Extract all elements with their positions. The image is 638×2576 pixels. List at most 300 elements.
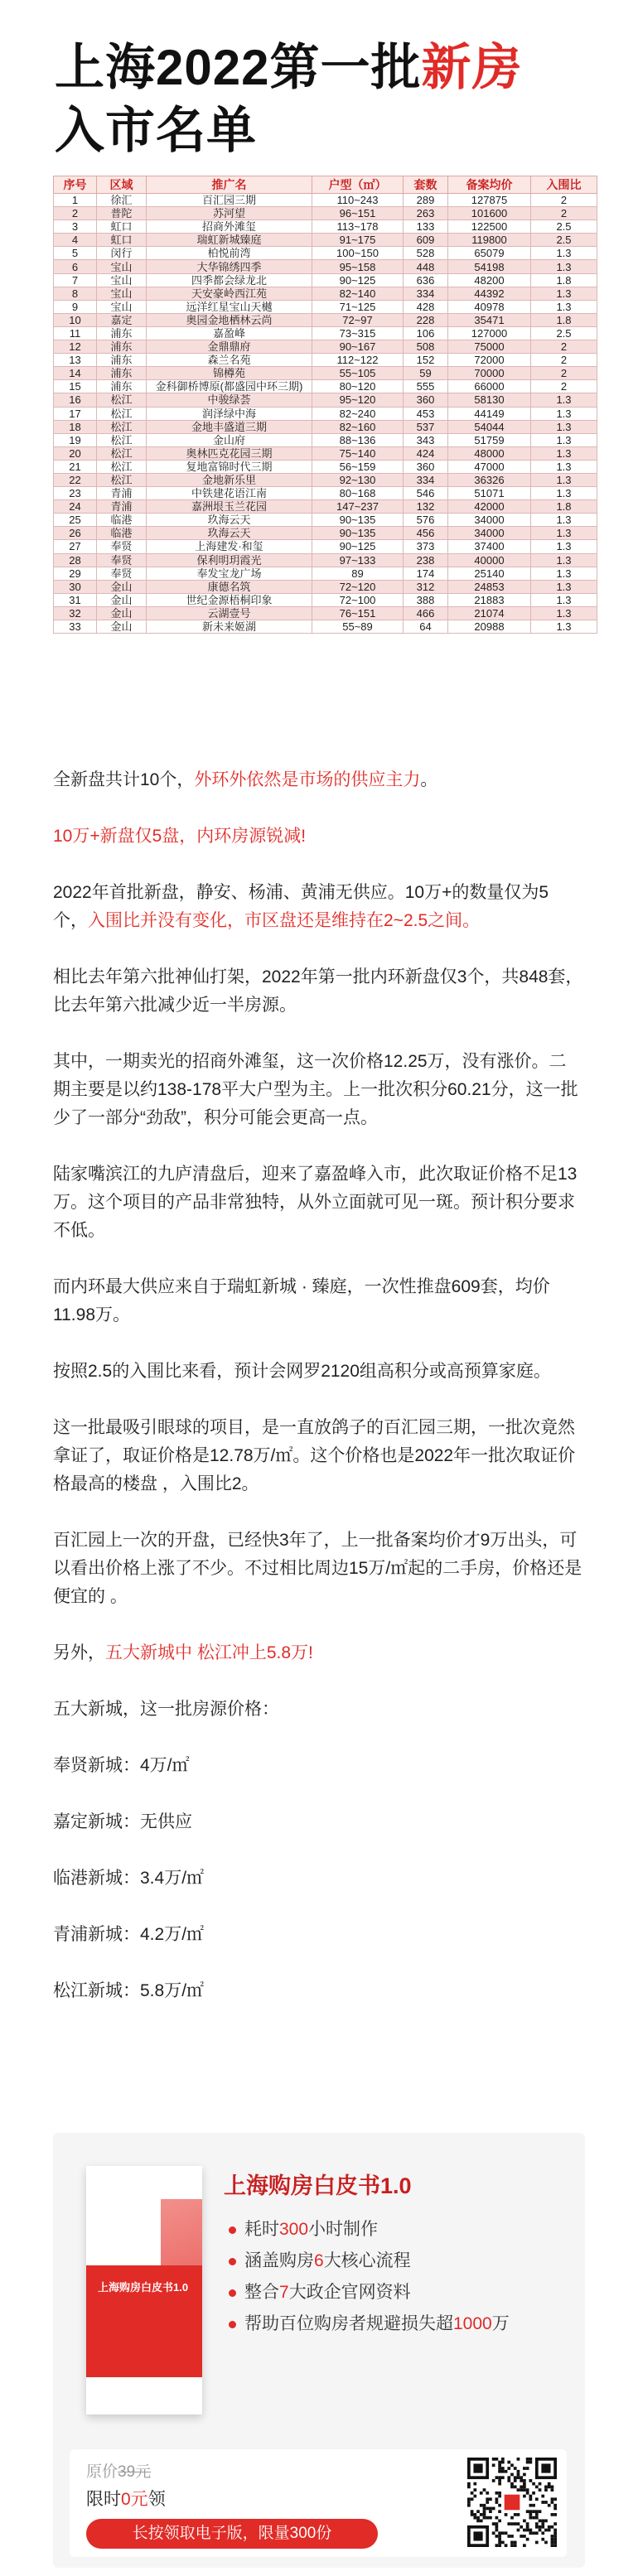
table-cell: 1 xyxy=(54,194,97,207)
table-cell: 森兰名苑 xyxy=(147,354,312,367)
table-cell: 金山 xyxy=(97,606,147,620)
table-cell: 388 xyxy=(404,593,448,606)
paragraph: 按照2.5的入围比来看，预计会网罗2120组高积分或高预算家庭。 xyxy=(53,1362,551,1381)
table-cell: 24853 xyxy=(448,580,531,593)
table-cell: 42000 xyxy=(448,500,531,514)
table-cell: 90~125 xyxy=(312,273,404,287)
table-cell: 1.3 xyxy=(531,260,597,273)
table-cell: 34000 xyxy=(448,527,531,540)
paragraph-highlight: 10万+新盘仅5盘，内环房源锐减! xyxy=(53,827,307,846)
feature-number: 6 xyxy=(314,2251,324,2270)
table-cell: 2 xyxy=(531,367,597,380)
coupon-panel xyxy=(70,2449,567,2557)
table-cell: 238 xyxy=(404,553,448,567)
table-cell: 27 xyxy=(54,540,97,553)
paragraph: 陆家嘴滨江的九庐清盘后，迎来了嘉盈峰入市，此次取证价格不足13万。这个项目的产品非常独特，从外立面就可见一斑。预计积分要求不低。 xyxy=(53,1165,578,1240)
table-cell: 25140 xyxy=(448,567,531,580)
table-cell: 1.3 xyxy=(531,420,597,433)
table-cell: 金山 xyxy=(97,580,147,593)
table-cell: 10 xyxy=(54,313,97,326)
table-cell: 云湖壹号 xyxy=(147,606,312,620)
table-cell: 玖海云天 xyxy=(147,514,312,527)
feature-item xyxy=(229,2308,510,2340)
table-cell: 1.3 xyxy=(531,287,597,300)
table-cell: 48200 xyxy=(448,273,531,287)
table-cell: 44149 xyxy=(448,407,531,420)
table-row xyxy=(54,460,597,473)
table-cell: 92~130 xyxy=(312,473,404,486)
table-cell: 76~151 xyxy=(312,606,404,620)
table-cell: 82~240 xyxy=(312,407,404,420)
table-cell: 瑞虹新城臻庭 xyxy=(147,234,312,247)
table-cell: 71~125 xyxy=(312,300,404,313)
table-cell: 临港 xyxy=(97,527,147,540)
table-cell: 天安豪岭西江苑 xyxy=(147,287,312,300)
table-row xyxy=(54,606,597,620)
table-cell: 334 xyxy=(404,473,448,486)
table-cell: 122500 xyxy=(448,220,531,234)
feature-item xyxy=(229,2214,510,2246)
table-cell: 15 xyxy=(54,380,97,393)
table-cell: 127875 xyxy=(448,194,531,207)
table-row xyxy=(54,593,597,606)
table-cell: 1.3 xyxy=(531,553,597,567)
table-cell: 508 xyxy=(404,340,448,354)
table-cell: 448 xyxy=(404,260,448,273)
table-cell: 636 xyxy=(404,273,448,287)
table-row xyxy=(54,313,597,326)
title-line-1 xyxy=(55,36,522,99)
table-cell: 82~160 xyxy=(312,420,404,433)
table-cell: 金地丰盛道三期 xyxy=(147,420,312,433)
table-cell: 466 xyxy=(404,606,448,620)
table-cell: 20988 xyxy=(448,620,531,634)
table-cell: 松江 xyxy=(97,393,147,407)
new-town-price: 松江新城：5.8万/㎡ xyxy=(53,1981,205,2000)
table-cell: 528 xyxy=(404,247,448,260)
table-cell: 金鼎鼎府 xyxy=(147,340,312,354)
table-cell: 100~150 xyxy=(312,247,404,260)
column-header: 推广名 xyxy=(147,176,312,194)
table-cell: 奥林匹克花园三期 xyxy=(147,446,312,460)
table-row xyxy=(54,247,597,260)
table-cell: 174 xyxy=(404,567,448,580)
feature-text: 万 xyxy=(491,2314,510,2333)
table-cell: 54044 xyxy=(448,420,531,433)
paragraph xyxy=(53,766,583,794)
table-cell: 72~120 xyxy=(312,580,404,593)
feature-number: 300 xyxy=(279,2220,309,2239)
table-cell: 90~135 xyxy=(312,514,404,527)
feature-number: 1000 xyxy=(453,2314,492,2333)
paragraph xyxy=(53,1639,583,1667)
table-cell: 48000 xyxy=(448,446,531,460)
text: 2022年首批新盘，静安、杨浦、黄浦无供应。10万+的数量仅为5个， xyxy=(53,883,549,930)
table-cell: 44392 xyxy=(448,287,531,300)
table-cell: 世纪金源梧桐印象 xyxy=(147,593,312,606)
table-cell: 90~125 xyxy=(312,540,404,553)
table-cell: 82~140 xyxy=(312,287,404,300)
limited-offer xyxy=(86,2486,166,2511)
feature-text: 整合 xyxy=(244,2283,279,2302)
table-cell: 康德名筑 xyxy=(147,580,312,593)
table-cell: 110~243 xyxy=(312,194,404,207)
title-line-2: 入市名单 xyxy=(55,103,257,158)
table-cell: 11 xyxy=(54,326,97,340)
table-cell: 30 xyxy=(54,580,97,593)
feature-text: 大政企官网资料 xyxy=(288,2283,411,2302)
table-cell: 58130 xyxy=(448,393,531,407)
new-town-price: 嘉定新城：无供应 xyxy=(53,1812,192,1831)
table-cell: 浦东 xyxy=(97,340,147,354)
table-cell: 2 xyxy=(531,207,597,220)
table-cell: 金科御桥博原(都盛园中环三期) xyxy=(147,380,312,393)
table-cell: 宝山 xyxy=(97,260,147,273)
table-row xyxy=(54,553,597,567)
paragraph xyxy=(53,879,583,935)
table-cell: 72~97 xyxy=(312,313,404,326)
table-cell: 嘉盈峰 xyxy=(147,326,312,340)
table-cell: 2 xyxy=(54,207,97,220)
new-town-price: 青浦新城：4.2万/㎡ xyxy=(53,1925,205,1944)
title-highlight: 新房 xyxy=(421,40,523,95)
table-cell: 360 xyxy=(404,393,448,407)
table-cell: 75000 xyxy=(448,340,531,354)
table-cell: 1.3 xyxy=(531,540,597,553)
table-cell: 289 xyxy=(404,194,448,207)
column-header: 区域 xyxy=(97,176,147,194)
table-cell: 1.3 xyxy=(531,567,597,580)
table-cell: 72~100 xyxy=(312,593,404,606)
highlight-text: 五大新城中 松江冲上5.8万! xyxy=(105,1643,313,1662)
text: 限时 xyxy=(86,2490,121,2509)
table-row xyxy=(54,207,597,220)
table-cell: 343 xyxy=(404,433,448,446)
table-cell: 金地新乐里 xyxy=(147,473,312,486)
table-cell: 青浦 xyxy=(97,500,147,514)
table-cell: 宝山 xyxy=(97,273,147,287)
table-cell: 上海建发·和玺 xyxy=(147,540,312,553)
table-cell: 闵行 xyxy=(97,247,147,260)
table-row xyxy=(54,260,597,273)
table-cell: 宝山 xyxy=(97,287,147,300)
table-row xyxy=(54,514,597,527)
table-cell: 奉贤 xyxy=(97,540,147,553)
table-cell: 64 xyxy=(404,620,448,634)
table-cell: 90~167 xyxy=(312,340,404,354)
table-cell: 428 xyxy=(404,300,448,313)
table-cell: 中骏绿荟 xyxy=(147,393,312,407)
table-cell: 263 xyxy=(404,207,448,220)
table-cell: 金山府 xyxy=(147,433,312,446)
table-cell: 2 xyxy=(531,340,597,354)
table-cell: 537 xyxy=(404,420,448,433)
table-cell: 312 xyxy=(404,580,448,593)
bullet-icon xyxy=(229,2226,236,2234)
table-cell: 80~168 xyxy=(312,487,404,500)
table-row xyxy=(54,433,597,446)
table-row xyxy=(54,487,597,500)
table-cell: 松江 xyxy=(97,420,147,433)
table-row xyxy=(54,300,597,313)
table-cell: 松江 xyxy=(97,473,147,486)
table-cell: 152 xyxy=(404,354,448,367)
table-row xyxy=(54,527,597,540)
table-cell: 松江 xyxy=(97,407,147,420)
table-row xyxy=(54,580,597,593)
table-cell: 1.3 xyxy=(531,393,597,407)
table-cell: 147~237 xyxy=(312,500,404,514)
table-cell: 金山 xyxy=(97,620,147,634)
feature-text: 大核心流程 xyxy=(323,2251,411,2270)
table-cell: 松江 xyxy=(97,446,147,460)
paragraph: 这一批最吸引眼球的项目，是一直放鸽子的百汇园三期，一批次竟然拿证了，取证价格是12.78万/㎡。这个价格也是2022年一批次取证价格最高的楼盘 ，入围比2。 xyxy=(53,1418,576,1493)
table-cell: 32 xyxy=(54,606,97,620)
table-cell: 4 xyxy=(54,234,97,247)
table-cell: 金山 xyxy=(97,593,147,606)
table-cell: 锦樽苑 xyxy=(147,367,312,380)
table-cell: 24 xyxy=(54,500,97,514)
table-cell: 112~122 xyxy=(312,354,404,367)
table-cell: 12 xyxy=(54,340,97,354)
table-cell: 6 xyxy=(54,260,97,273)
table-cell: 1.3 xyxy=(531,460,597,473)
table-row xyxy=(54,620,597,634)
table-cell: 奉贤 xyxy=(97,553,147,567)
table-cell: 奥园金地栖林云尚 xyxy=(147,313,312,326)
table-cell: 70000 xyxy=(448,367,531,380)
table-cell: 1.8 xyxy=(531,273,597,287)
table-cell: 31 xyxy=(54,593,97,606)
claim-button[interactable]: 长按领取电子版，限量300份 xyxy=(86,2519,378,2549)
table-cell: 嘉洲垠玉兰花园 xyxy=(147,500,312,514)
table-cell: 2.5 xyxy=(531,220,597,234)
table-cell: 四季都会绿龙北 xyxy=(147,273,312,287)
table-cell: 奉贤 xyxy=(97,567,147,580)
table-cell: 56~159 xyxy=(312,460,404,473)
feature-item xyxy=(229,2277,510,2308)
table-cell: 360 xyxy=(404,460,448,473)
table-cell: 89 xyxy=(312,567,404,580)
table-cell: 37400 xyxy=(448,540,531,553)
table-cell: 1.3 xyxy=(531,620,597,634)
table-cell: 浦东 xyxy=(97,326,147,340)
text: 全新盘共计10个， xyxy=(53,770,195,789)
table-row xyxy=(54,194,597,207)
table-cell: 17 xyxy=(54,407,97,420)
table-cell: 1.3 xyxy=(531,446,597,460)
table-cell: 91~175 xyxy=(312,234,404,247)
table-cell: 29 xyxy=(54,567,97,580)
table-row xyxy=(54,273,597,287)
table-cell: 555 xyxy=(404,380,448,393)
table-cell: 松江 xyxy=(97,433,147,446)
table-cell: 35471 xyxy=(448,313,531,326)
table-cell: 119800 xyxy=(448,234,531,247)
table-cell: 40978 xyxy=(448,300,531,313)
table-cell: 1.3 xyxy=(531,527,597,540)
table-cell: 浦东 xyxy=(97,354,147,367)
table-row xyxy=(54,340,597,354)
bullet-icon xyxy=(229,2321,236,2328)
table-cell: 609 xyxy=(404,234,448,247)
table-cell: 95~120 xyxy=(312,393,404,407)
table-cell: 95~158 xyxy=(312,260,404,273)
column-header: 入围比 xyxy=(531,176,597,194)
original-price-label: 原价 xyxy=(86,2463,118,2481)
table-cell: 2 xyxy=(531,194,597,207)
table-cell: 16 xyxy=(54,393,97,407)
table-row xyxy=(54,500,597,514)
promo-title: 上海购房白皮书1.0 xyxy=(224,2173,412,2198)
book-cover-image xyxy=(86,2166,202,2414)
table-cell: 1.8 xyxy=(531,500,597,514)
table-cell: 1.3 xyxy=(531,606,597,620)
table-cell: 浦东 xyxy=(97,380,147,393)
table-row xyxy=(54,420,597,433)
text: 领 xyxy=(147,2490,166,2509)
table-header-row xyxy=(54,176,597,194)
table-cell: 2 xyxy=(531,354,597,367)
table-cell: 23 xyxy=(54,487,97,500)
new-town-price: 临港新城：3.4万/㎡ xyxy=(53,1869,205,1888)
table-cell: 72000 xyxy=(448,354,531,367)
table-cell: 1.3 xyxy=(531,300,597,313)
text: 另外， xyxy=(53,1643,105,1662)
feature-number: 7 xyxy=(279,2283,289,2302)
table-row xyxy=(54,326,597,340)
table-cell: 1.3 xyxy=(531,407,597,420)
table-cell: 保利明玥霞光 xyxy=(147,553,312,567)
table-cell: 1.3 xyxy=(531,514,597,527)
table-cell: 132 xyxy=(404,500,448,514)
table-cell: 25 xyxy=(54,514,97,527)
table-cell: 21 xyxy=(54,460,97,473)
table-cell: 虹口 xyxy=(97,220,147,234)
new-town-price: 奉贤新城：4万/㎡ xyxy=(53,1756,190,1775)
table-cell: 奉发宝龙广场 xyxy=(147,567,312,580)
highlight-text: 外环外依然是市场的供应主力 xyxy=(194,770,421,789)
table-cell: 33 xyxy=(54,620,97,634)
offer-price: 0元 xyxy=(121,2490,148,2509)
table-cell: 22 xyxy=(54,473,97,486)
table-cell: 1.3 xyxy=(531,473,597,486)
table-row xyxy=(54,407,597,420)
feature-list xyxy=(229,2214,510,2340)
table-cell: 51759 xyxy=(448,433,531,446)
table-cell: 334 xyxy=(404,287,448,300)
table-cell: 苏河望 xyxy=(147,207,312,220)
table-cell: 26 xyxy=(54,527,97,540)
table-cell: 复地富锦时代三期 xyxy=(147,460,312,473)
table-cell: 2.5 xyxy=(531,326,597,340)
table-cell: 133 xyxy=(404,220,448,234)
column-header: 套数 xyxy=(404,176,448,194)
table-cell: 润泽绿中海 xyxy=(147,407,312,420)
table-cell: 普陀 xyxy=(97,207,147,220)
bullet-icon xyxy=(229,2289,236,2297)
column-header: 备案均价 xyxy=(448,176,531,194)
table-cell: 百汇园三期 xyxy=(147,194,312,207)
table-cell: 宝山 xyxy=(97,300,147,313)
table-cell: 576 xyxy=(404,514,448,527)
table-cell: 8 xyxy=(54,287,97,300)
table-cell: 虹口 xyxy=(97,234,147,247)
table-cell: 34000 xyxy=(448,514,531,527)
page-title xyxy=(55,36,522,162)
table-cell: 1.3 xyxy=(531,593,597,606)
feature-item xyxy=(229,2246,510,2277)
table-cell: 75~140 xyxy=(312,446,404,460)
table-cell: 青浦 xyxy=(97,487,147,500)
table-cell: 424 xyxy=(404,446,448,460)
table-cell: 453 xyxy=(404,407,448,420)
table-cell: 远洋红星宝山天樾 xyxy=(147,300,312,313)
table-row xyxy=(54,234,597,247)
table-cell: 80~120 xyxy=(312,380,404,393)
table-cell: 13 xyxy=(54,354,97,367)
paragraph: 相比去年第六批神仙打架，2022年第一批内环新盘仅3个，共848套，比去年第六批减少近一半房源。 xyxy=(53,967,583,1015)
table-cell: 96~151 xyxy=(312,207,404,220)
title-prefix: 上海2022第一批 xyxy=(55,40,422,95)
table-cell: 9 xyxy=(54,300,97,313)
table-cell: 招商外滩玺 xyxy=(147,220,312,234)
table-row xyxy=(54,567,597,580)
text: 。 xyxy=(420,770,438,789)
table-cell: 1.3 xyxy=(531,487,597,500)
paragraph: 百汇园上一次的开盘，已经快3年了，上一批备案均价才9万出头，可以看出价格上涨了不少。不过相比周边15万/㎡起的二手房，价格还是便宜的 。 xyxy=(53,1531,582,1606)
original-price-value: 39元 xyxy=(118,2463,152,2481)
table-cell: 36326 xyxy=(448,473,531,486)
table-cell: 65079 xyxy=(448,247,531,260)
paragraph: 其中，一期卖光的招商外滩玺，这一次价格12.25万，没有涨价。二期主要是以约138-178平大户型为主。上一批次积分60.21分，这一批少了一部分“劲敌”，积分可能会更高一点。 xyxy=(53,1052,578,1127)
table-cell: 嘉定 xyxy=(97,313,147,326)
original-price xyxy=(86,2459,151,2482)
table-cell: 中铁建花语江南 xyxy=(147,487,312,500)
feature-text: 帮助百位购房者规避损失超 xyxy=(244,2314,453,2333)
table-cell: 大华锦绣四季 xyxy=(147,260,312,273)
table-row xyxy=(54,287,597,300)
table-cell: 柏悦前湾 xyxy=(147,247,312,260)
table-cell: 59 xyxy=(404,367,448,380)
table-cell: 54198 xyxy=(448,260,531,273)
feature-text: 耗时 xyxy=(244,2220,279,2239)
table-row xyxy=(54,393,597,407)
table-cell: 1.3 xyxy=(531,433,597,446)
table-cell: 21074 xyxy=(448,606,531,620)
qr-code-icon[interactable] xyxy=(467,2458,557,2547)
column-header: 户型（㎡） xyxy=(312,176,404,194)
article-body xyxy=(53,766,583,2005)
table-cell: 松江 xyxy=(97,460,147,473)
table-row xyxy=(54,540,597,553)
table-cell: 73~315 xyxy=(312,326,404,340)
table-cell: 113~178 xyxy=(312,220,404,234)
promo-card[interactable] xyxy=(53,2133,585,2568)
paragraph: 五大新城，这一批房源价格： xyxy=(53,1700,279,1719)
table-cell: 玖海云天 xyxy=(147,527,312,540)
table-row xyxy=(54,380,597,393)
table-cell: 3 xyxy=(54,220,97,234)
table-cell: 90~135 xyxy=(312,527,404,540)
table-cell: 21883 xyxy=(448,593,531,606)
book-cover-title: 上海购房白皮书1.0 xyxy=(98,2281,189,2294)
table-cell: 新未来姬湖 xyxy=(147,620,312,634)
table-row xyxy=(54,354,597,367)
table-cell: 101600 xyxy=(448,207,531,220)
table-cell: 2 xyxy=(531,380,597,393)
table-row xyxy=(54,367,597,380)
